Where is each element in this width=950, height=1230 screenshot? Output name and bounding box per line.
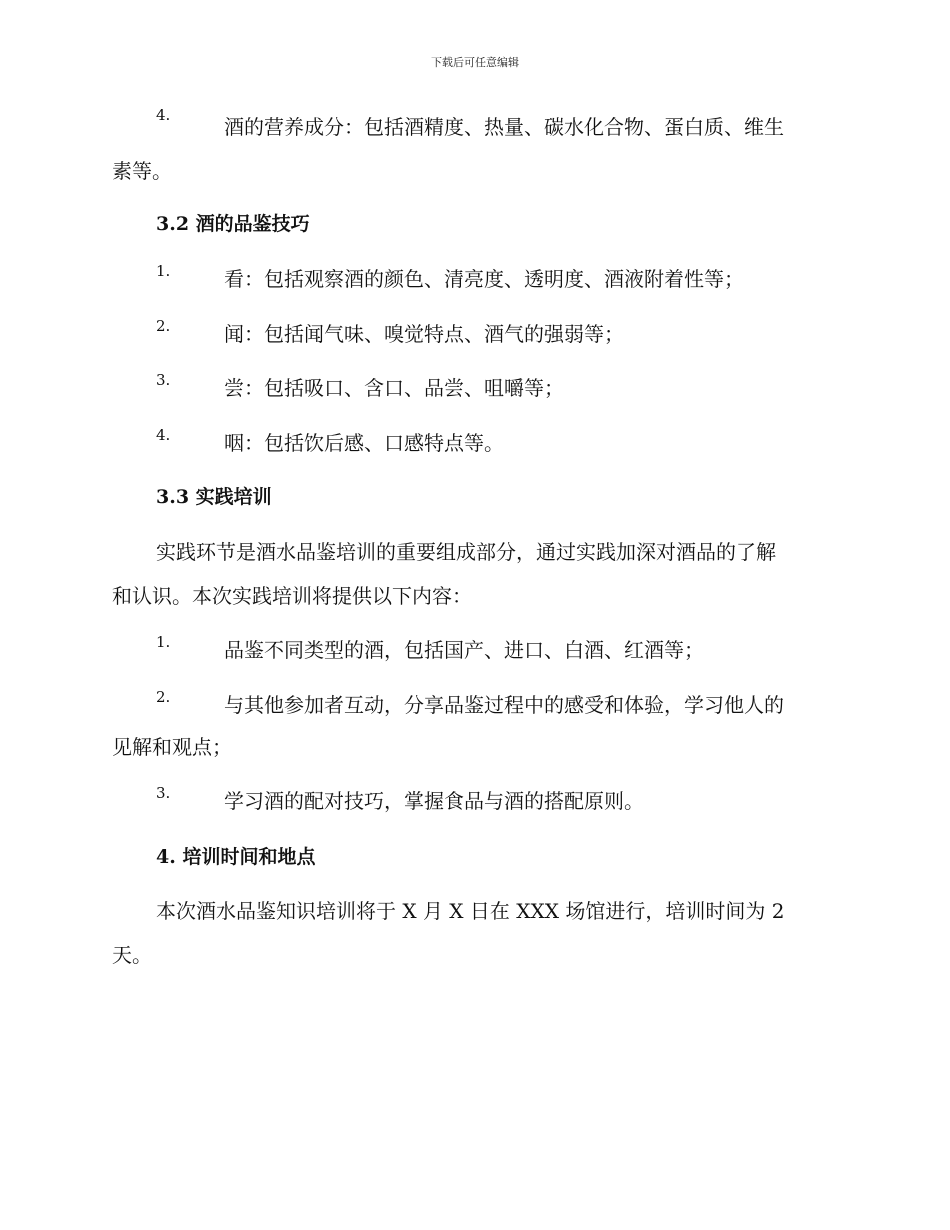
list-number: 3. [156,784,171,802]
paragraph-text-continued: 和认识。本次实践培训将提供以下内容： [112,584,472,608]
list-item-text: 咽：包括饮后感、口感特点等。 [224,431,504,455]
list-number: 1. [156,633,171,651]
list-item-text-continued: 素等。 [112,159,172,183]
list-item-text: 看：包括观察酒的颜色、清亮度、透明度、酒液附着性等； [224,267,744,291]
paragraph-text: 本次酒水品鉴知识培训将于 X 月 X 日在 XXX 场馆进行，培训时间为 2 [156,899,785,923]
paragraph-text-continued: 天。 [112,943,152,967]
list-item-text: 尝：包括吸口、含口、品尝、咀嚼等； [224,376,564,400]
list-item-text: 酒的营养成分：包括酒精度、热量、碳水化合物、蛋白质、维生 [224,115,784,139]
section-heading-4: 4. 培训时间和地点 [156,846,316,868]
list-number: 4. [156,106,171,124]
page-header: 下载后可任意编辑 [431,56,519,69]
section-heading-3-2: 3.2 酒的品鉴技巧 [156,213,310,235]
list-item-text: 闻：包括闻气味、嗅觉特点、酒气的强弱等； [224,322,624,346]
section-heading-3-3: 3.3 实践培训 [156,486,272,508]
list-number: 2. [156,317,171,335]
list-number: 4. [156,426,171,444]
list-item-text: 学习酒的配对技巧，掌握食品与酒的搭配原则。 [224,789,644,813]
paragraph-text: 实践环节是酒水品鉴培训的重要组成部分，通过实践加深对酒品的了解 [156,540,776,564]
list-item-text: 与其他参加者互动，分享品鉴过程中的感受和体验，学习他人的 [224,693,784,717]
list-number: 2. [156,688,171,706]
list-number: 1. [156,262,171,280]
list-item-text: 品鉴不同类型的酒，包括国产、进口、白酒、红酒等； [224,638,704,662]
list-item-text-continued: 见解和观点； [112,735,232,759]
list-number: 3. [156,371,171,389]
